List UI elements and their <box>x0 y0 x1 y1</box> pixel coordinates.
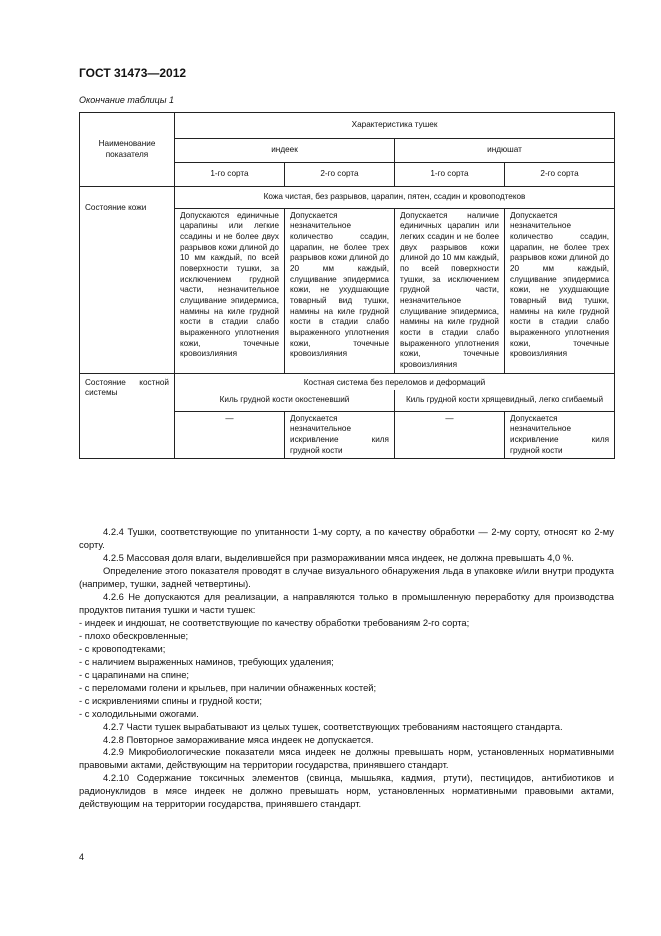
skin-cell: Допускается незначительное количество ссадин, царапин, не более трех разрывов кожи длиной до 20 мм каждый, слущивание эпидермиса кожи, не ухудшающие товарный вид тушки, намины на киле грудной кости в стадии слабо выраженного уплотнения кожи, точечные кровоизлияния <box>505 208 615 373</box>
grade-header: 1-го сорта <box>395 163 505 187</box>
grade-header: 2-го сорта <box>505 163 615 187</box>
list-item: - с холодильными ожогами. <box>79 707 199 719</box>
bone-cell: — <box>395 411 505 459</box>
paragraph: 4.2.7 Части тушек вырабатывают из целых тушек, соответствующих требованиям настоящего стандарта. <box>103 720 563 732</box>
row-label-skin: Состояние кожи <box>80 187 175 374</box>
skin-common-text: Кожа чистая, без разрывов, царапин, пятен, ссадин и кровоподтеков <box>175 187 615 209</box>
paragraph: 4.2.8 Повторное замораживание мяса индеек не допускается. <box>103 733 374 745</box>
list-item: - индеек и индюшат, не соответствующие по качеству обработки требованиям 2-го сорта; <box>79 616 470 628</box>
page-number: 4 <box>79 852 85 862</box>
skin-cell: Допускается наличие единичных царапин или легких ссадин и не более двух разрывов кожи длиной до 10 мм каждый, по всей поверхности тушки, за исключением грудной части, незначительное слущивание эпидермиса, намины на киле грудной кости в стадии слабо выраженного уплотнения кожи, точечные кровоизлияния <box>395 208 505 373</box>
list-item: - плохо обескровленные; <box>79 629 189 641</box>
keel-poult: Киль грудной кости хрящевидный, легко сгибаемый <box>395 390 615 411</box>
bone-cell: Допускается незначительное искривление киля грудной кости <box>285 411 395 459</box>
paragraph: 4.2.6 Не допускаются для реализации, а направляются только в промышленную переработку для производства продуктов питания тушки и части тушек: <box>79 590 614 615</box>
paragraph: 4.2.9 Микробиологические показатели мяса индеек не должны превышать норм, установленных нормативными правовыми актами, действующим на территории государства, принявшего стандарт. <box>79 746 614 771</box>
list-item: - с наличием выраженных наминов, требующих удаления; <box>79 655 334 667</box>
list-item: - с искривлениями спины и грудной кости; <box>79 694 262 706</box>
skin-cell: Допускается незначительное количество ссадин, царапин, не более трех разрывов кожи длиной до 20 мм каждый, слущивание эпидермиса кожи, не ухудшающие товарный вид тушки, намины на киле грудной кости в стадии слабо выраженного уплотнения кожи, точечные кровоизлияния <box>285 208 395 373</box>
paragraph: Определение этого показателя проводят в случае визуального обнаружения льда в упаковке и/или внутри продукта (например, тушки, задней четвертины). <box>79 564 614 589</box>
species-poult: индюшат <box>395 139 615 163</box>
list-item: - с переломами голени и крыльев, при наличии обнаженных костей; <box>79 681 377 693</box>
bone-common-text: Костная система без переломов и деформаций <box>175 373 615 390</box>
group-header: Характеристика тушек <box>175 113 615 139</box>
document-body <box>79 526 614 811</box>
col-header-name: Наименование показателя <box>80 113 175 187</box>
grade-header: 1-го сорта <box>175 163 285 187</box>
document-header: ГОСТ 31473—2012 <box>79 66 187 80</box>
grade-header: 2-го сорта <box>285 163 395 187</box>
keel-turkey: Киль грудной кости окостеневший <box>175 390 395 411</box>
quality-table <box>79 112 615 459</box>
skin-cell: Допускаются единичные царапины или легкие ссадины и не более двух разрывов кожи длиной до 10 мм каждый, по всей поверхности тушки, за исключением грудной части, незначительное слущивание эпидермиса, намины на киле грудной кости в стадии слабо выраженного уплотнения кожи, точечные кровоизлияния <box>175 208 285 373</box>
paragraph: 4.2.10 Содержание токсичных элементов (свинца, мышьяка, кадмия, ртути), пестицидов, антибиотиков и радионуклидов в мясе индеек не должно превышать норм, установленных нормативными правовыми актами, действующим на территории государства, принявшего стандарт. <box>79 772 614 810</box>
row-label-bone: Состояние костной системы <box>80 373 175 459</box>
list-item: - с кровоподтеками; <box>79 642 166 654</box>
list-item: - с царапинами на спине; <box>79 668 190 680</box>
table-caption: Окончание таблицы 1 <box>79 95 174 105</box>
paragraph: 4.2.5 Массовая доля влаги, выделившейся при размораживании мяса индеек, не должна превышать 4,0 %. <box>103 551 574 563</box>
bone-cell: Допускается незначительное искривление киля грудной кости <box>505 411 615 459</box>
paragraph: 4.2.4 Тушки, соответствующие по упитанности 1-му сорту, а по качеству обработки — 2-му сорту, относят ко 2-му сорту. <box>79 526 614 550</box>
bone-cell: — <box>175 411 285 459</box>
species-turkey: индеек <box>175 139 395 163</box>
